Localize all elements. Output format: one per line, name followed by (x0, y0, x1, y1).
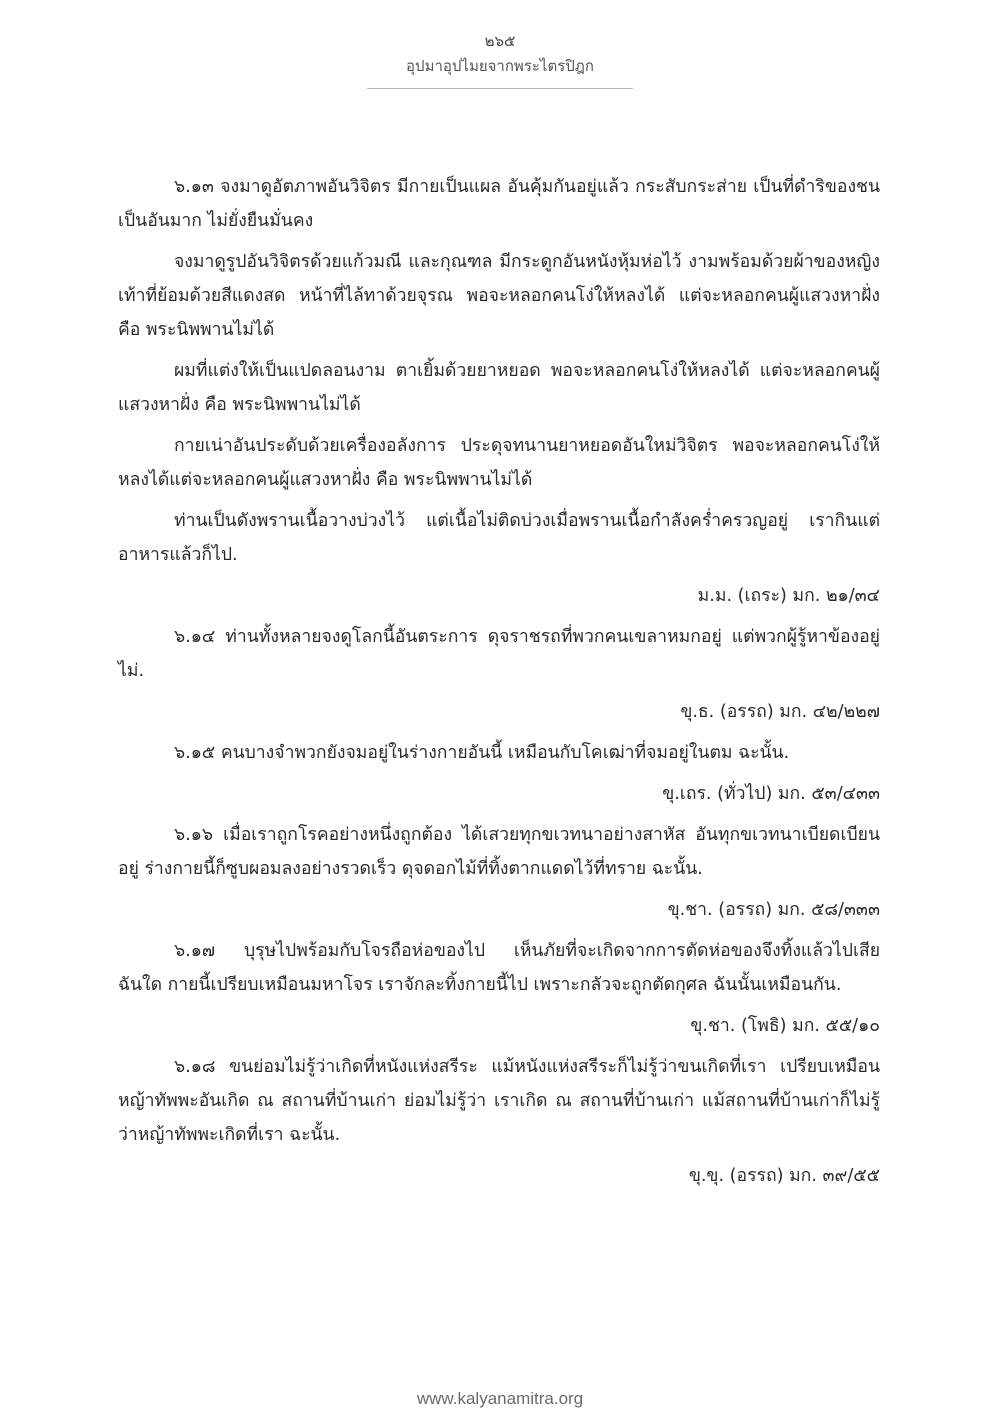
page-body (118, 170, 880, 1200)
paragraph-6-14: ๖.๑๔ ท่านทั้งหลายจงดูโลกนี้อันตระการ ดุจราชรถที่พวกคนเขลาหมกอยู่ แต่พวกผู้รู้หาข้องอยู่ไม่. (118, 627, 880, 681)
paragraph-6-18: ๖.๑๘ ขนย่อมไม่รู้ว่าเกิดที่หนังแห่งสรีระ แม้หนังแห่งสรีระก็ไม่รู้ว่าขนเกิดที่เรา เปรียบเหมือนหญ้าทัพพะอันเกิด ณ สถานที่บ้านเก่า ย่อมไม่รู้ว่า เราเกิด ณ สถานที่บ้านเก่า แม้สถานที่บ้านเก่าก็ไม่รู้ว่าหญ้าทัพพะเกิดที่เรา ฉะนั้น. (118, 1057, 880, 1145)
paragraph-6-17: ๖.๑๗ บุรุษไปพร้อมกับโจรถือห่อของไป เห็นภัยที่จะเกิดจากการตัดห่อของจึงทิ้งแล้วไปเสีย ฉันใด กายนี้เปรียบเหมือนมหาโจร เราจักละทิ้งกายนี้ไป เพราะกลัวจะถูกตัดกุศล ฉันนั้นเหมือนกัน. (118, 941, 880, 995)
paragraph-6-13-cont-2: ผมที่แต่งให้เป็นแปดลอนงาม ตาเยิ้มด้วยยาหยอด พอจะหลอกคนโง่ให้หลงได้ แต่จะหลอกคนผู้แสวงหาฝั่ง คือ พระนิพพานไม่ได้ (118, 361, 880, 415)
page-number: ๒๖๕ (484, 32, 516, 50)
paragraph-6-13-cont-3: กายเน่าอันประดับด้วยเครื่องอลังการ ประดุจทนานยาหยอดอันใหม่วิจิตร พอจะหลอกคนโง่ให้หลงได้แต่จะหลอกคนผู้แสวงหาฝั่ง คือ พระนิพพานไม่ได้ (118, 436, 880, 490)
paragraph-6-13-cont-4: ท่านเป็นดังพรานเนื้อวางบ่วงไว้ แต่เนื้อไม่ติดบ่วงเมื่อพรานเนื้อกำลังคร่ำครวญอยู่ เรากินแต่อาหารแล้วก็ไป. (118, 511, 880, 565)
reference-6-16: ขุ.ชา. (อรรถ) มก. ๕๘/๓๓๓ (667, 900, 880, 920)
reference-6-15: ขุ.เถร. (ทั่วไป) มก. ๕๓/๔๓๓ (662, 784, 880, 804)
book-title: อุปมาอุปไมยจากพระไตรปิฎก (406, 57, 594, 75)
paragraph-6-13-cont-1: จงมาดูรูปอันวิจิตรด้วยแก้วมณี และกุณฑล มีกระดูกอันหนังหุ้มห่อไว้ งามพร้อมด้วยผ้าของหญิง เท้าที่ย้อมด้วยสีแดงสด หน้าที่ไล้ทาด้วยจุรณ พอจะหลอกคนโง่ให้หลงได้ แต่จะหลอกคนผู้แสวงหาฝั่ง คือ พระนิพพานไม่ได้ (118, 252, 880, 340)
paragraph-6-16: ๖.๑๖ เมื่อเราถูกโรคอย่างหนึ่งถูกต้อง ได้เสวยทุกขเวทนาอย่างสาหัส อันทุกขเวทนาเบียดเบียนอยู่ ร่างกายนี้ก็ซูบผอมลงอย่างรวดเร็ว ดุจดอกไม้ที่ทิ้งตากแดดไว้ที่ทราย ฉะนั้น. (118, 825, 880, 879)
reference-6-13: ม.ม. (เถระ) มก. ๒๑/๓๔ (697, 586, 880, 606)
reference-6-18: ขุ.ขุ. (อรรถ) มก. ๓๙/๕๕ (688, 1166, 880, 1186)
reference-6-17: ขุ.ชา. (โพธิ) มก. ๕๕/๑๐ (690, 1016, 880, 1036)
reference-6-14: ขุ.ธ. (อรรถ) มก. ๔๒/๒๒๗ (680, 702, 880, 722)
footer-website-url: www.kalyanamitra.org (416, 1389, 584, 1408)
page-header (0, 30, 1000, 89)
paragraph-6-13: ๖.๑๓ จงมาดูอัตภาพอันวิจิตร มีกายเป็นแผล อันคุ้มกันอยู่แล้ว กระสับกระส่าย เป็นที่ดำริของชนเป็นอันมาก ไม่ยั่งยืนมั่นคง (118, 177, 880, 231)
header-divider (367, 88, 633, 89)
paragraph-6-15: ๖.๑๕ คนบางจำพวกยังจมอยู่ในร่างกายอันนี้ เหมือนกับโคเฒ่าที่จมอยู่ในตม ฉะนั้น. (174, 743, 790, 763)
